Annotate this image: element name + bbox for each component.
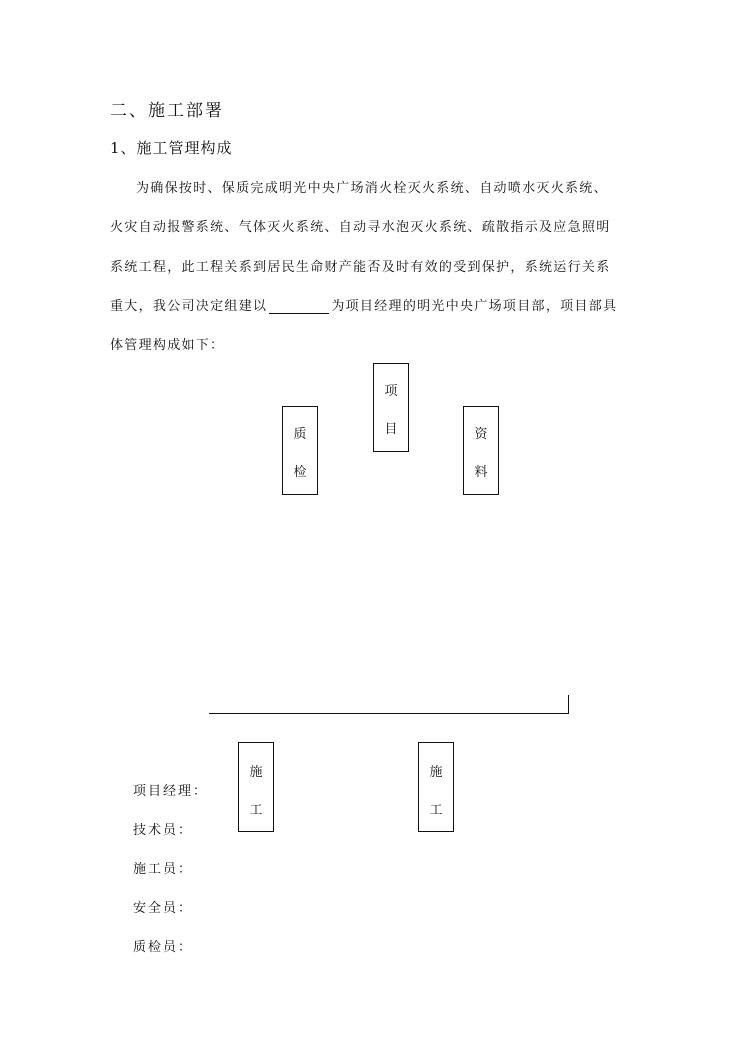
- org-box-construction-1: [238, 742, 274, 832]
- paragraph-line-1: 为确保按时、保质完成明光中央广场消火栓灭火系统、自动喷水灭火系统、: [136, 181, 608, 196]
- paragraph-line-5: 体管理构成如下：: [110, 338, 225, 353]
- org-box-quality: [282, 406, 318, 495]
- org-box-construction-2: [418, 742, 454, 832]
- project-manager-blank: [269, 299, 329, 314]
- org-box-construction-2-char-2: 工: [429, 803, 443, 818]
- section-title: 二、施工部署: [110, 101, 224, 121]
- org-box-documents: [463, 406, 499, 495]
- org-box-construction-1-char-1: 施: [249, 765, 263, 780]
- org-box-construction-1-char-2: 工: [249, 803, 263, 818]
- org-box-documents-char-2: 料: [474, 465, 488, 480]
- role-project-manager: 项目经理：: [133, 784, 209, 799]
- org-box-documents-char-1: 资: [474, 427, 488, 442]
- role-safety-officer: 安全员：: [133, 901, 194, 916]
- role-construction-worker: 施工员：: [133, 862, 194, 877]
- org-box-quality-char-2: 检: [293, 465, 307, 480]
- paragraph-line-4-start: 重大，我公司决定组建以: [110, 299, 268, 314]
- org-box-project-char-1: 项: [384, 384, 398, 399]
- org-box-quality-char-1: 质: [293, 427, 307, 442]
- org-connector-horizontal: [209, 713, 569, 714]
- org-box-project: [373, 363, 409, 452]
- subsection-title: 1、施工管理构成: [110, 139, 233, 157]
- role-technician: 技术员：: [133, 823, 194, 838]
- paragraph-line-3: 系统工程，此工程关系到居民生命财产能否及时有效的受到保护，系统运行关系: [110, 260, 611, 275]
- paragraph-line-2: 火灾自动报警系统、气体灭火系统、自动寻水泡灭火系统、疏散指示及应急照明: [110, 220, 611, 235]
- paragraph-line-4: [110, 295, 617, 314]
- paragraph-line-4-end: 为项目经理的明光中央广场项目部，项目部具: [331, 299, 618, 314]
- org-box-construction-2-char-1: 施: [429, 765, 443, 780]
- org-box-project-char-2: 目: [384, 422, 398, 437]
- role-quality-inspector: 质检员：: [133, 940, 194, 955]
- org-connector-vertical: [568, 695, 569, 714]
